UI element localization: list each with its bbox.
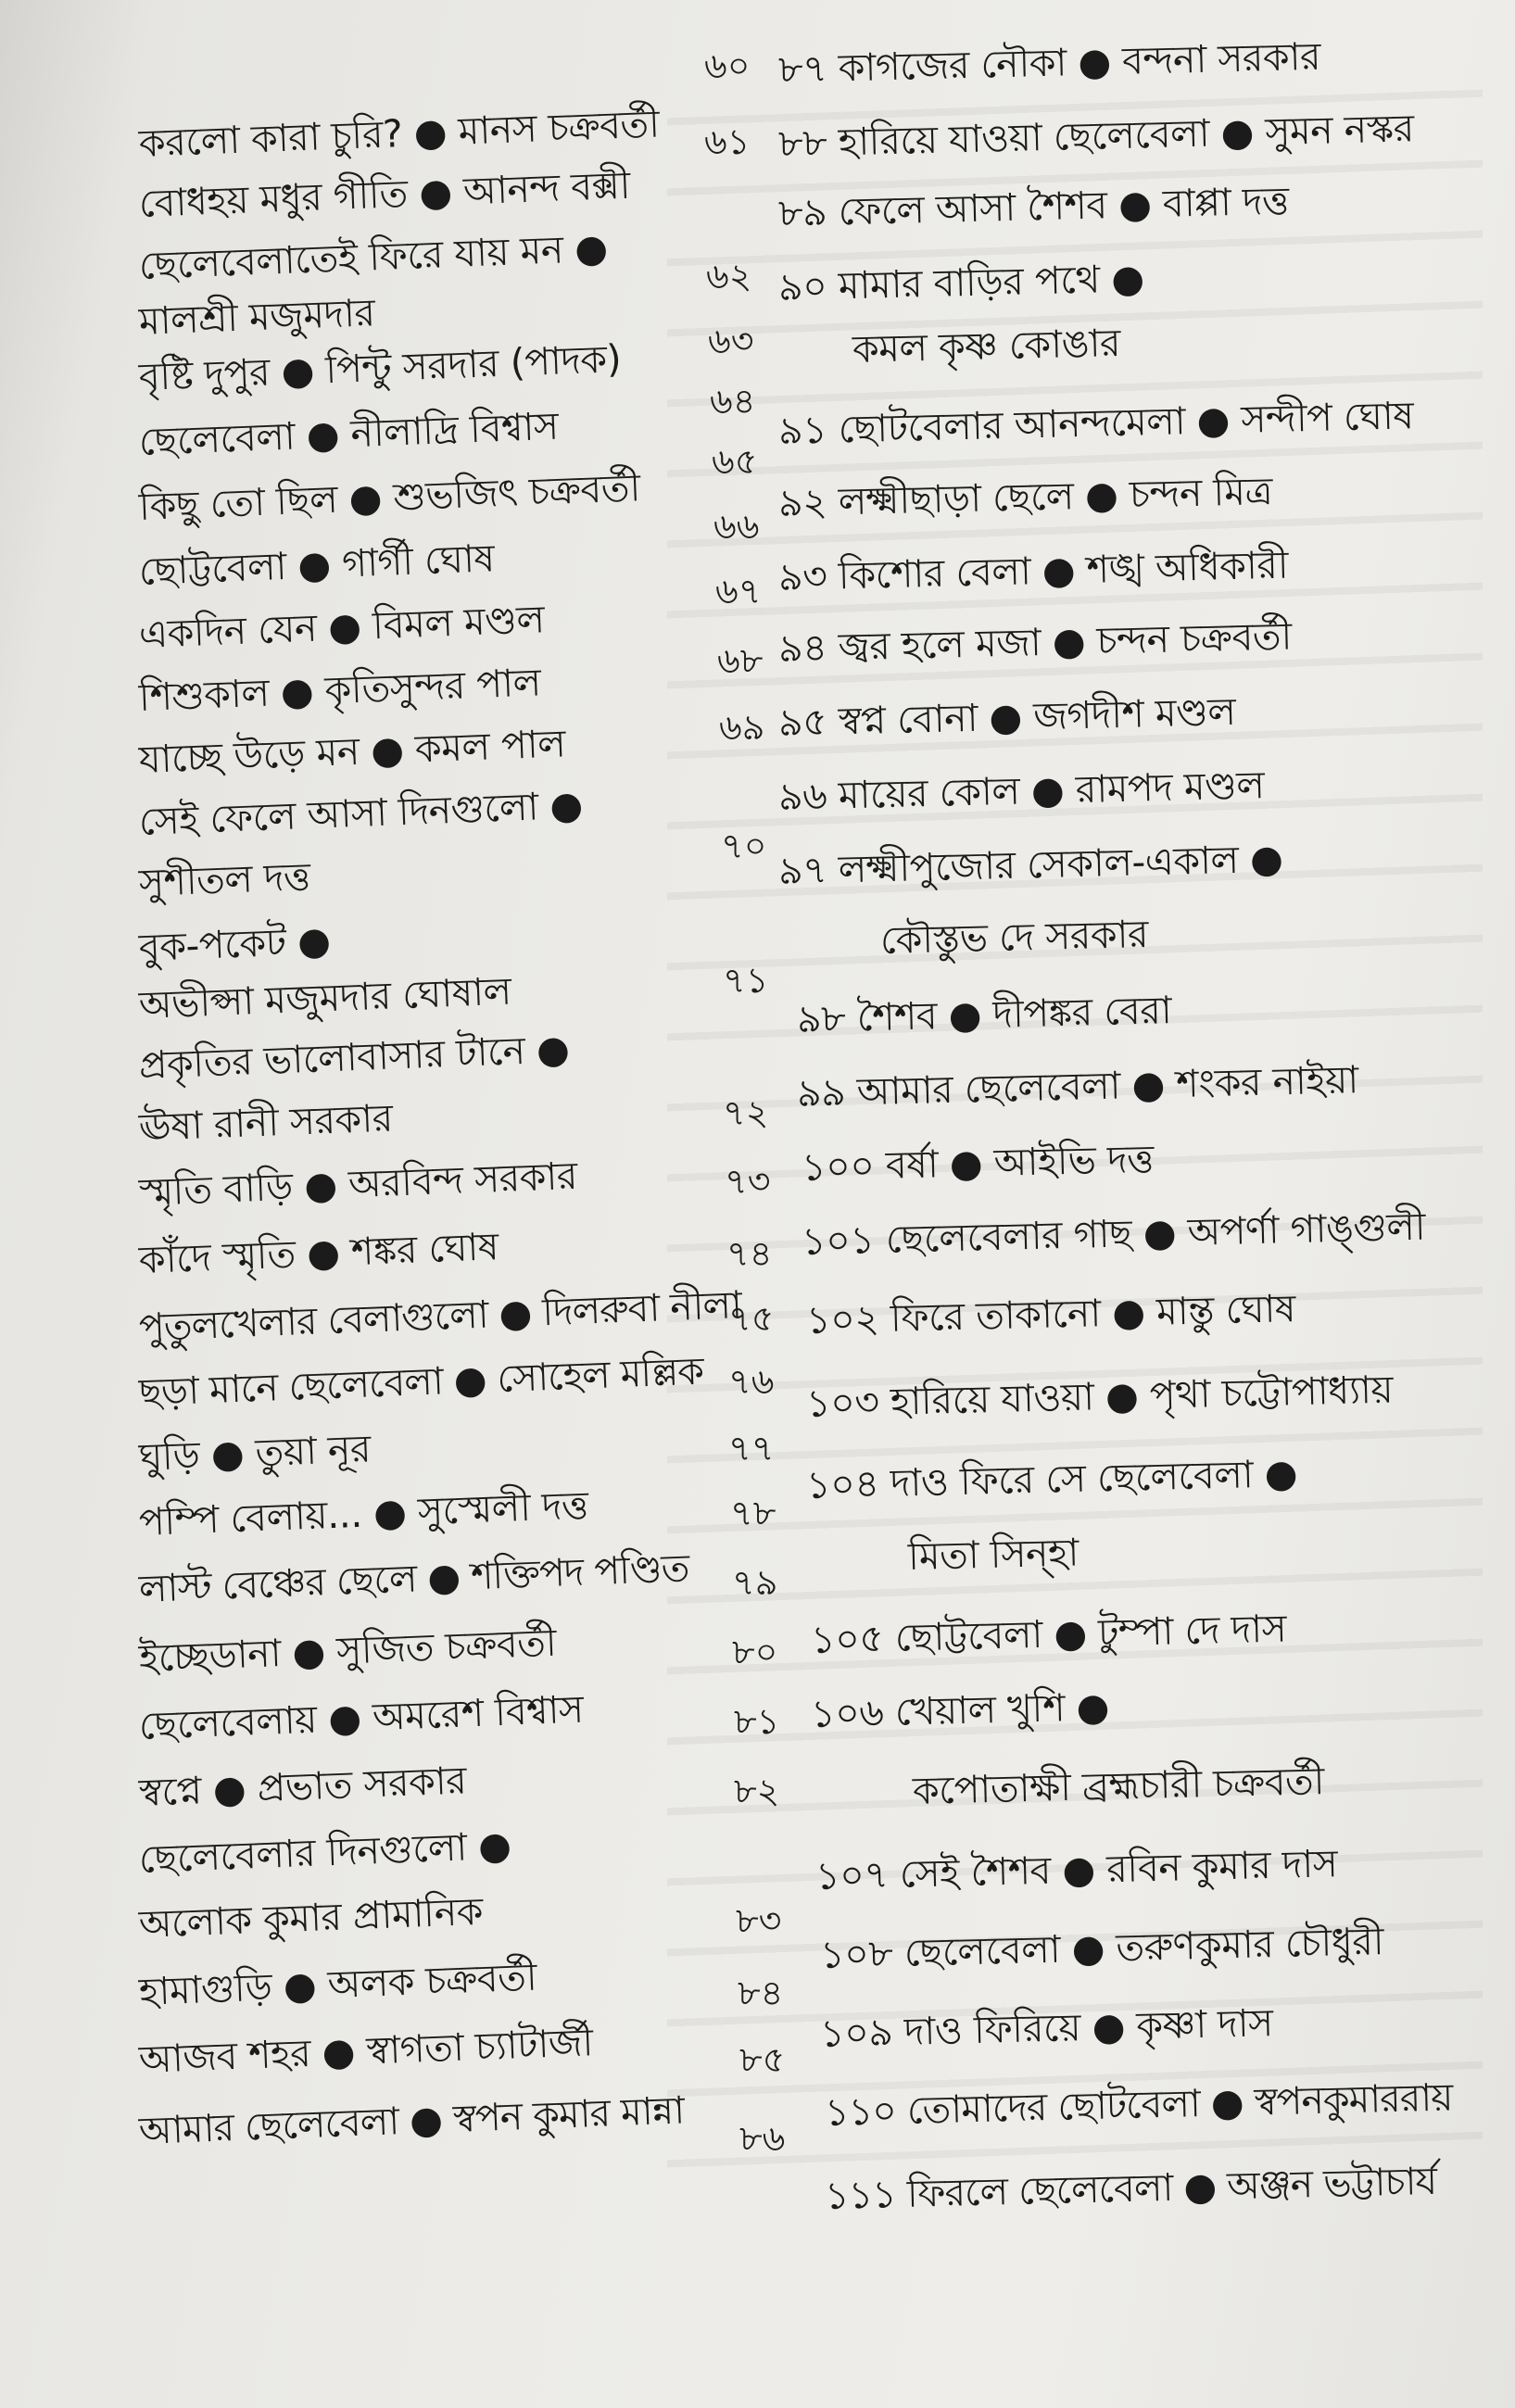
entry-author: নীলাদ্রি বিশ্বাস bbox=[349, 403, 560, 457]
entry-author: অলক চক্রবর্তী bbox=[326, 1954, 537, 2008]
toc-entry bbox=[138, 917, 331, 971]
page-number: ৭৭ bbox=[728, 1428, 775, 1469]
bullet-icon: ● bbox=[321, 2029, 356, 2075]
entry-author: শংকর নাইয়া bbox=[1175, 1057, 1359, 1106]
entry-author: সুস্মেলী দত্ত bbox=[416, 1482, 589, 1534]
toc-entry bbox=[138, 1954, 537, 2015]
page-number: ৮৬ bbox=[739, 2118, 786, 2159]
toc-entry bbox=[810, 1683, 1109, 1737]
entry-author: কৃতিসুন্দর পাল bbox=[323, 660, 542, 713]
entry-number: ৯৬ bbox=[777, 773, 827, 819]
entry-title: পুতুলখেলার বেলাগুলো bbox=[138, 1292, 489, 1350]
entry-title: যাচ্ছে উড়ে মন bbox=[138, 728, 360, 782]
entry-number: ১০৫ bbox=[810, 1616, 884, 1662]
entry-title: হামাগুড়ি bbox=[138, 1964, 273, 2014]
bullet-icon: ● bbox=[426, 1554, 461, 1601]
toc-entry bbox=[138, 720, 566, 783]
toc-entry bbox=[138, 596, 545, 658]
toc-entry bbox=[138, 1281, 742, 1351]
page-number: ৭৩ bbox=[725, 1161, 771, 1202]
entry-title: বৃষ্টি দুপুর bbox=[138, 349, 271, 399]
bullet-icon: ● bbox=[1052, 618, 1086, 664]
entry-author: মানস চক্রবর্তী bbox=[457, 101, 661, 154]
entry-title: বুক-পকেট bbox=[138, 919, 287, 970]
toc-entry bbox=[138, 1481, 589, 1545]
bullet-icon: ● bbox=[535, 1027, 571, 1073]
toc-entry bbox=[138, 659, 541, 721]
entry-author: কমল পাল bbox=[414, 721, 567, 772]
entry-number: ৯৯ bbox=[796, 1069, 846, 1116]
toc-entry bbox=[138, 1757, 467, 1816]
bullet-icon: ● bbox=[1249, 836, 1283, 882]
toc-entry bbox=[138, 225, 608, 289]
bullet-icon: ● bbox=[1264, 1451, 1298, 1496]
page-number: ৮৪ bbox=[738, 1973, 784, 2013]
bullet-icon: ● bbox=[327, 1695, 362, 1742]
page-number: ৬৩ bbox=[708, 321, 754, 361]
entry-title: ছেলেবেলায় bbox=[138, 1696, 318, 1748]
bullet-icon: ● bbox=[418, 170, 453, 216]
bullet-icon: ● bbox=[1077, 39, 1112, 85]
page-number: ৮৩ bbox=[736, 1900, 782, 1941]
entry-author: বন্দনা সরকার bbox=[1121, 33, 1321, 83]
bullet-icon: ● bbox=[1084, 473, 1118, 518]
entry-author: অরবিন্দ সরকার bbox=[347, 1153, 578, 1207]
toc-entry bbox=[138, 403, 559, 465]
entry-title: শিশুকাল bbox=[138, 670, 271, 720]
page-number: ৬০ bbox=[704, 45, 751, 86]
entry-author-continued: কমল কৃষ্ণ কোঙার bbox=[852, 320, 1121, 372]
entry-number: ৮৮ bbox=[777, 120, 827, 166]
bullet-icon: ● bbox=[370, 727, 405, 774]
bullet-icon: ● bbox=[306, 1229, 341, 1277]
toc-entry bbox=[138, 782, 583, 845]
entry-title: লক্ষ্মীছাড়া ছেলে bbox=[838, 473, 1075, 524]
bullet-icon: ● bbox=[1210, 2079, 1244, 2125]
entry-title: বোধহয় মধুর গীতি bbox=[138, 170, 409, 226]
bullet-icon: ● bbox=[1143, 1210, 1177, 1255]
page-number: ৭২ bbox=[723, 1092, 769, 1133]
bullet-icon: ● bbox=[1130, 1062, 1166, 1108]
toc-entry bbox=[138, 335, 622, 400]
entry-title: দাও ফিরে সে ছেলেবেলা bbox=[890, 1452, 1254, 1506]
page-number: ৬৬ bbox=[713, 506, 760, 547]
entry-number: ১০২ bbox=[805, 1296, 879, 1343]
bullet-icon: ● bbox=[574, 225, 609, 271]
entry-author: রবিন কুমার দাস bbox=[1105, 1841, 1338, 1892]
bullet-icon: ● bbox=[1117, 182, 1152, 228]
entry-title: ফেলে আসা শৈশব bbox=[838, 183, 1108, 234]
page-number: ৬৮ bbox=[717, 640, 764, 681]
bullet-icon: ● bbox=[988, 694, 1023, 740]
entry-author: সুজিত চক্রবর্তী bbox=[335, 1620, 558, 1673]
entry-author: মান্তু ঘোষ bbox=[1155, 1286, 1296, 1334]
toc-entry bbox=[138, 2019, 594, 2083]
entry-title: খেয়াল খুশি bbox=[894, 1685, 1066, 1734]
entry-author: জগদীশ মণ্ডল bbox=[1032, 688, 1236, 739]
page-number: ৮৫ bbox=[739, 2039, 786, 2080]
bullet-icon: ● bbox=[1042, 548, 1076, 594]
bullet-icon: ● bbox=[1092, 2003, 1126, 2049]
entry-number: ১০০ bbox=[801, 1143, 875, 1190]
toc-entry bbox=[796, 987, 1171, 1042]
entry-number: ৯৮ bbox=[796, 995, 846, 1041]
entry-author: অঞ্জন ভট্টাচার্য bbox=[1226, 2158, 1437, 2209]
entry-author: শুভজিৎ চক্রবর্তী bbox=[392, 465, 641, 520]
bullet-icon: ● bbox=[305, 411, 340, 459]
entry-author: শঙ্কর ঘোষ bbox=[350, 1224, 499, 1275]
entry-author: কৃষ্ণা দাস bbox=[1135, 2000, 1274, 2049]
entry-author: প্রভাত সরকার bbox=[256, 1758, 468, 1811]
entry-number: ৯৭ bbox=[777, 847, 827, 893]
entry-title: ছোট্টবেলা bbox=[138, 543, 287, 594]
toc-entry bbox=[138, 1348, 704, 1416]
page-number: ৭৮ bbox=[730, 1493, 776, 1533]
entry-author: বাপ্পা দত্ত bbox=[1162, 178, 1290, 226]
entry-author: শঙ্খ অধিকারী bbox=[1086, 542, 1289, 592]
bullet-icon: ● bbox=[549, 782, 584, 828]
bullet-icon: ● bbox=[1110, 256, 1145, 302]
bullet-icon: ● bbox=[297, 918, 332, 964]
toc-entry bbox=[138, 1425, 372, 1481]
entry-title: সেই ফেলে আসা দিনগুলো bbox=[138, 784, 539, 844]
bullet-icon: ● bbox=[279, 668, 315, 715]
toc-entry bbox=[138, 1686, 584, 1749]
toc-entry bbox=[138, 464, 641, 530]
entry-number: ১০৬ bbox=[810, 1690, 884, 1736]
entry-title: ঘুড়ি bbox=[138, 1432, 201, 1480]
entry-title: হারিয়ে যাওয়া bbox=[890, 1374, 1095, 1424]
entry-title: ইচ্ছেডানা bbox=[138, 1631, 282, 1681]
bullet-icon: ● bbox=[1182, 2163, 1217, 2210]
bullet-icon: ● bbox=[948, 992, 982, 1038]
entry-number: ১১১ bbox=[824, 2172, 897, 2218]
entry-author: চন্দন মিত্র bbox=[1129, 468, 1273, 517]
entry-author: স্বপনকুমাররায় bbox=[1254, 2074, 1453, 2124]
entry-title: আমার ছেলেবেলা bbox=[856, 1063, 1121, 1115]
toc-entry bbox=[138, 2087, 685, 2154]
bullet-icon: ● bbox=[1075, 1684, 1110, 1730]
entry-number: ৯০ bbox=[777, 263, 827, 309]
entry-title: শৈশব bbox=[856, 993, 938, 1040]
toc-entry bbox=[138, 1026, 570, 1089]
entry-author: দিলরুবা নীলা bbox=[541, 1282, 742, 1335]
entry-title: ফিরলে ছেলেবেলা bbox=[906, 2164, 1173, 2216]
toc-entry bbox=[138, 1620, 557, 1682]
toc-entry bbox=[138, 1223, 499, 1283]
entry-title: বর্ষা bbox=[885, 1141, 939, 1188]
page-number: ৬২ bbox=[706, 256, 752, 296]
bullet-icon: ● bbox=[209, 1431, 245, 1477]
entry-author: চন্দন চক্রবর্তী bbox=[1095, 613, 1293, 663]
entry-title: কাঁদে স্মৃতি bbox=[138, 1231, 297, 1282]
entry-title: সেই শৈশব bbox=[899, 1847, 1052, 1897]
entry-author: স্বপন কুমার মান্না bbox=[452, 2087, 685, 2141]
entry-author: অপর্ণা গাঙ্গুলী bbox=[1187, 1204, 1426, 1254]
bullet-icon: ● bbox=[291, 1629, 326, 1675]
entry-title: মায়ের কোল bbox=[838, 768, 1020, 818]
bullet-icon: ● bbox=[211, 1766, 247, 1812]
bullet-icon: ● bbox=[282, 1962, 318, 2009]
entry-author: টুম্পা দে দাস bbox=[1097, 1606, 1287, 1656]
entry-title: লক্ষ্মীপুজোর সেকাল-একাল bbox=[838, 837, 1240, 892]
entry-author: তরুণকুমার চৌধুরী bbox=[1115, 1919, 1384, 1971]
bullet-icon: ● bbox=[412, 109, 448, 156]
toc-entry bbox=[138, 1153, 578, 1216]
bullet-icon: ● bbox=[1219, 109, 1255, 156]
entry-title: ছেলেবেলা bbox=[138, 413, 297, 464]
page-number: ৬৭ bbox=[715, 571, 762, 611]
page-number: ৭৫ bbox=[728, 1298, 775, 1339]
page-number: ৭১ bbox=[723, 960, 769, 1001]
entry-number: ১০১ bbox=[801, 1217, 875, 1264]
page-number: ৭০ bbox=[721, 826, 767, 866]
entry-number: ১১০ bbox=[824, 2088, 897, 2135]
page-number: ৬৫ bbox=[712, 441, 758, 482]
page-number: ৭৯ bbox=[732, 1562, 778, 1603]
bullet-icon: ● bbox=[297, 542, 332, 588]
entry-number: ৯৪ bbox=[777, 624, 827, 671]
entry-number: ৯১ bbox=[777, 407, 827, 453]
bullet-icon: ● bbox=[949, 1141, 983, 1187]
page-number: ৬১ bbox=[704, 121, 751, 162]
entry-author: সোহেল মল্লিক bbox=[496, 1348, 704, 1402]
entry-title: স্মৃতি বাড়ি bbox=[138, 1164, 294, 1215]
entry-author-continued: কপোতাক্ষী ব্রহ্মচারী চক্রবর্তী bbox=[912, 1759, 1325, 1813]
entry-author: আনন্দ বক্সী bbox=[462, 162, 631, 214]
bullet-icon: ● bbox=[1111, 1290, 1146, 1335]
entry-author: পৃথা চট্টোপাধ্যায় bbox=[1149, 1367, 1394, 1418]
entry-title: হারিয়ে যাওয়া ছেলেবেলা bbox=[838, 110, 1210, 165]
entry-title: দাও ফিরিয়ে bbox=[903, 2005, 1081, 2054]
entry-author: অমরেশ বিশ্বাস bbox=[372, 1686, 585, 1740]
entry-title: কিশোর বেলা bbox=[838, 548, 1031, 599]
entry-title: ছেলেবেলার দিনগুলো bbox=[138, 1824, 468, 1882]
entry-title: পম্পি বেলায়... bbox=[138, 1491, 363, 1544]
bullet-icon: ● bbox=[303, 1162, 338, 1209]
entry-author: আইভি দত্ত bbox=[993, 1136, 1155, 1185]
entry-author: পিন্টু সরদার (পাদক) bbox=[324, 336, 622, 393]
toc-entry bbox=[777, 255, 1144, 310]
entry-title: প্রকৃতির ভালোবাসার টানে bbox=[138, 1028, 526, 1088]
entry-author-continued: সুশীতল দত্ত bbox=[138, 853, 311, 905]
bullet-icon: ● bbox=[347, 474, 383, 522]
entry-number: ১০৯ bbox=[819, 2010, 893, 2056]
bullet-icon: ● bbox=[372, 1489, 408, 1536]
entry-title: আজব শহর bbox=[138, 2030, 312, 2082]
page-number: ৬৪ bbox=[710, 381, 756, 422]
toc-entry bbox=[138, 535, 495, 595]
entry-title: ছোট্টবেলা bbox=[894, 1611, 1043, 1660]
entry-author: বিমল মণ্ডল bbox=[372, 597, 546, 649]
page-number: ৮১ bbox=[734, 1701, 780, 1742]
entry-number: ১০৩ bbox=[805, 1380, 879, 1426]
entry-number: ৮৯ bbox=[777, 189, 827, 235]
entry-title: ফিরে তাকানো bbox=[890, 1291, 1102, 1341]
entry-title: করলো কারা চুরি? bbox=[138, 111, 404, 166]
entry-author: দীপঙ্কর বেরা bbox=[991, 988, 1172, 1037]
bullet-icon: ● bbox=[409, 2097, 443, 2143]
toc-entry bbox=[138, 100, 660, 167]
page-number: ৭৬ bbox=[728, 1361, 775, 1402]
entry-author-continued: মালশ্রী মজুমদার bbox=[138, 290, 376, 344]
toc-entry bbox=[138, 1822, 511, 1883]
entry-title: মামার বাড়ির পথে bbox=[838, 257, 1101, 309]
entry-number: ৯৩ bbox=[777, 553, 827, 599]
entry-author: স্বাগতা চ্যাটার্জী bbox=[365, 2020, 594, 2074]
entry-title: লাস্ট বেঞ্চের ছেলে bbox=[138, 1556, 418, 1611]
entry-title: কাগজের নৌকা bbox=[838, 40, 1067, 91]
entry-number: ১০৪ bbox=[805, 1461, 879, 1507]
entry-number: ৮৭ bbox=[777, 45, 827, 92]
entry-title: ছেলেবেলার গাছ bbox=[885, 1211, 1132, 1262]
entry-title: কিছু তো ছিল bbox=[138, 476, 339, 529]
bullet-icon: ● bbox=[1030, 767, 1065, 813]
entry-title: ছোটবেলার আনন্দমেলা bbox=[838, 398, 1186, 452]
toc-entry bbox=[138, 1544, 689, 1612]
bullet-icon: ● bbox=[498, 1290, 533, 1337]
entry-title: ছড়া মানে ছেলেবেলা bbox=[138, 1358, 444, 1415]
entry-title: একদিন যেন bbox=[138, 605, 318, 657]
page-number: ৬৯ bbox=[719, 707, 765, 748]
bullet-icon: ● bbox=[327, 603, 362, 650]
page-number: ৭৪ bbox=[726, 1233, 773, 1274]
toc-entry bbox=[138, 162, 631, 227]
entry-author-continued: মিতা সিন্‌হা bbox=[907, 1530, 1079, 1579]
entry-title: স্বপ্ন বোনা bbox=[838, 695, 978, 744]
entry-author: গার্গী ঘোষ bbox=[341, 536, 496, 586]
bullet-icon: ● bbox=[280, 347, 315, 395]
bullet-icon: ● bbox=[452, 1356, 487, 1403]
entry-author: তুয়া নূর bbox=[254, 1426, 372, 1476]
bullet-icon: ● bbox=[477, 1822, 512, 1869]
entry-author: রামপদ মণ্ডল bbox=[1075, 763, 1265, 813]
entry-title: তোমাদের ছোটবেলা bbox=[906, 2081, 1201, 2133]
entry-title: স্বপ্নে bbox=[138, 1768, 203, 1815]
bullet-icon: ● bbox=[1195, 397, 1231, 443]
bullet-icon: ● bbox=[1071, 1925, 1105, 1972]
entry-title: ছেলেবেলাতেই ফিরে যায় মন bbox=[138, 227, 564, 288]
entry-author-continued: অভীপ্সা মজুমদার ঘোষাল bbox=[138, 968, 512, 1027]
entry-author: সুমন নস্কর bbox=[1264, 106, 1415, 155]
bullet-icon: ● bbox=[1061, 1847, 1096, 1893]
toc-entry bbox=[801, 1136, 1154, 1191]
entry-title: আমার ছেলেবেলা bbox=[138, 2099, 400, 2153]
entry-author-continued: কৌস্তুভ দে সরকার bbox=[879, 911, 1149, 963]
entry-author-continued: ঊষা রানী সরকার bbox=[138, 1095, 394, 1150]
entry-number: ৯৫ bbox=[777, 699, 827, 745]
entry-number: ৯২ bbox=[777, 479, 827, 525]
page-number: ৮২ bbox=[734, 1771, 780, 1811]
entry-title: জ্বর হলে মজা bbox=[838, 620, 1042, 670]
entry-number: ১০৮ bbox=[819, 1931, 893, 1977]
bullet-icon: ● bbox=[1053, 1610, 1088, 1657]
page-number: ৮০ bbox=[732, 1632, 778, 1672]
entry-author: সন্দীপ ঘোষ bbox=[1240, 393, 1414, 442]
bullet-icon: ● bbox=[1105, 1373, 1139, 1419]
entry-author-continued: অলোক কুমার প্রামানিক bbox=[138, 1888, 484, 1947]
entry-title: ছেলেবেলা bbox=[903, 1926, 1061, 1975]
entry-number: ১০৭ bbox=[814, 1852, 889, 1898]
entry-author: শক্তিপদ পণ্ডিত bbox=[470, 1545, 690, 1599]
